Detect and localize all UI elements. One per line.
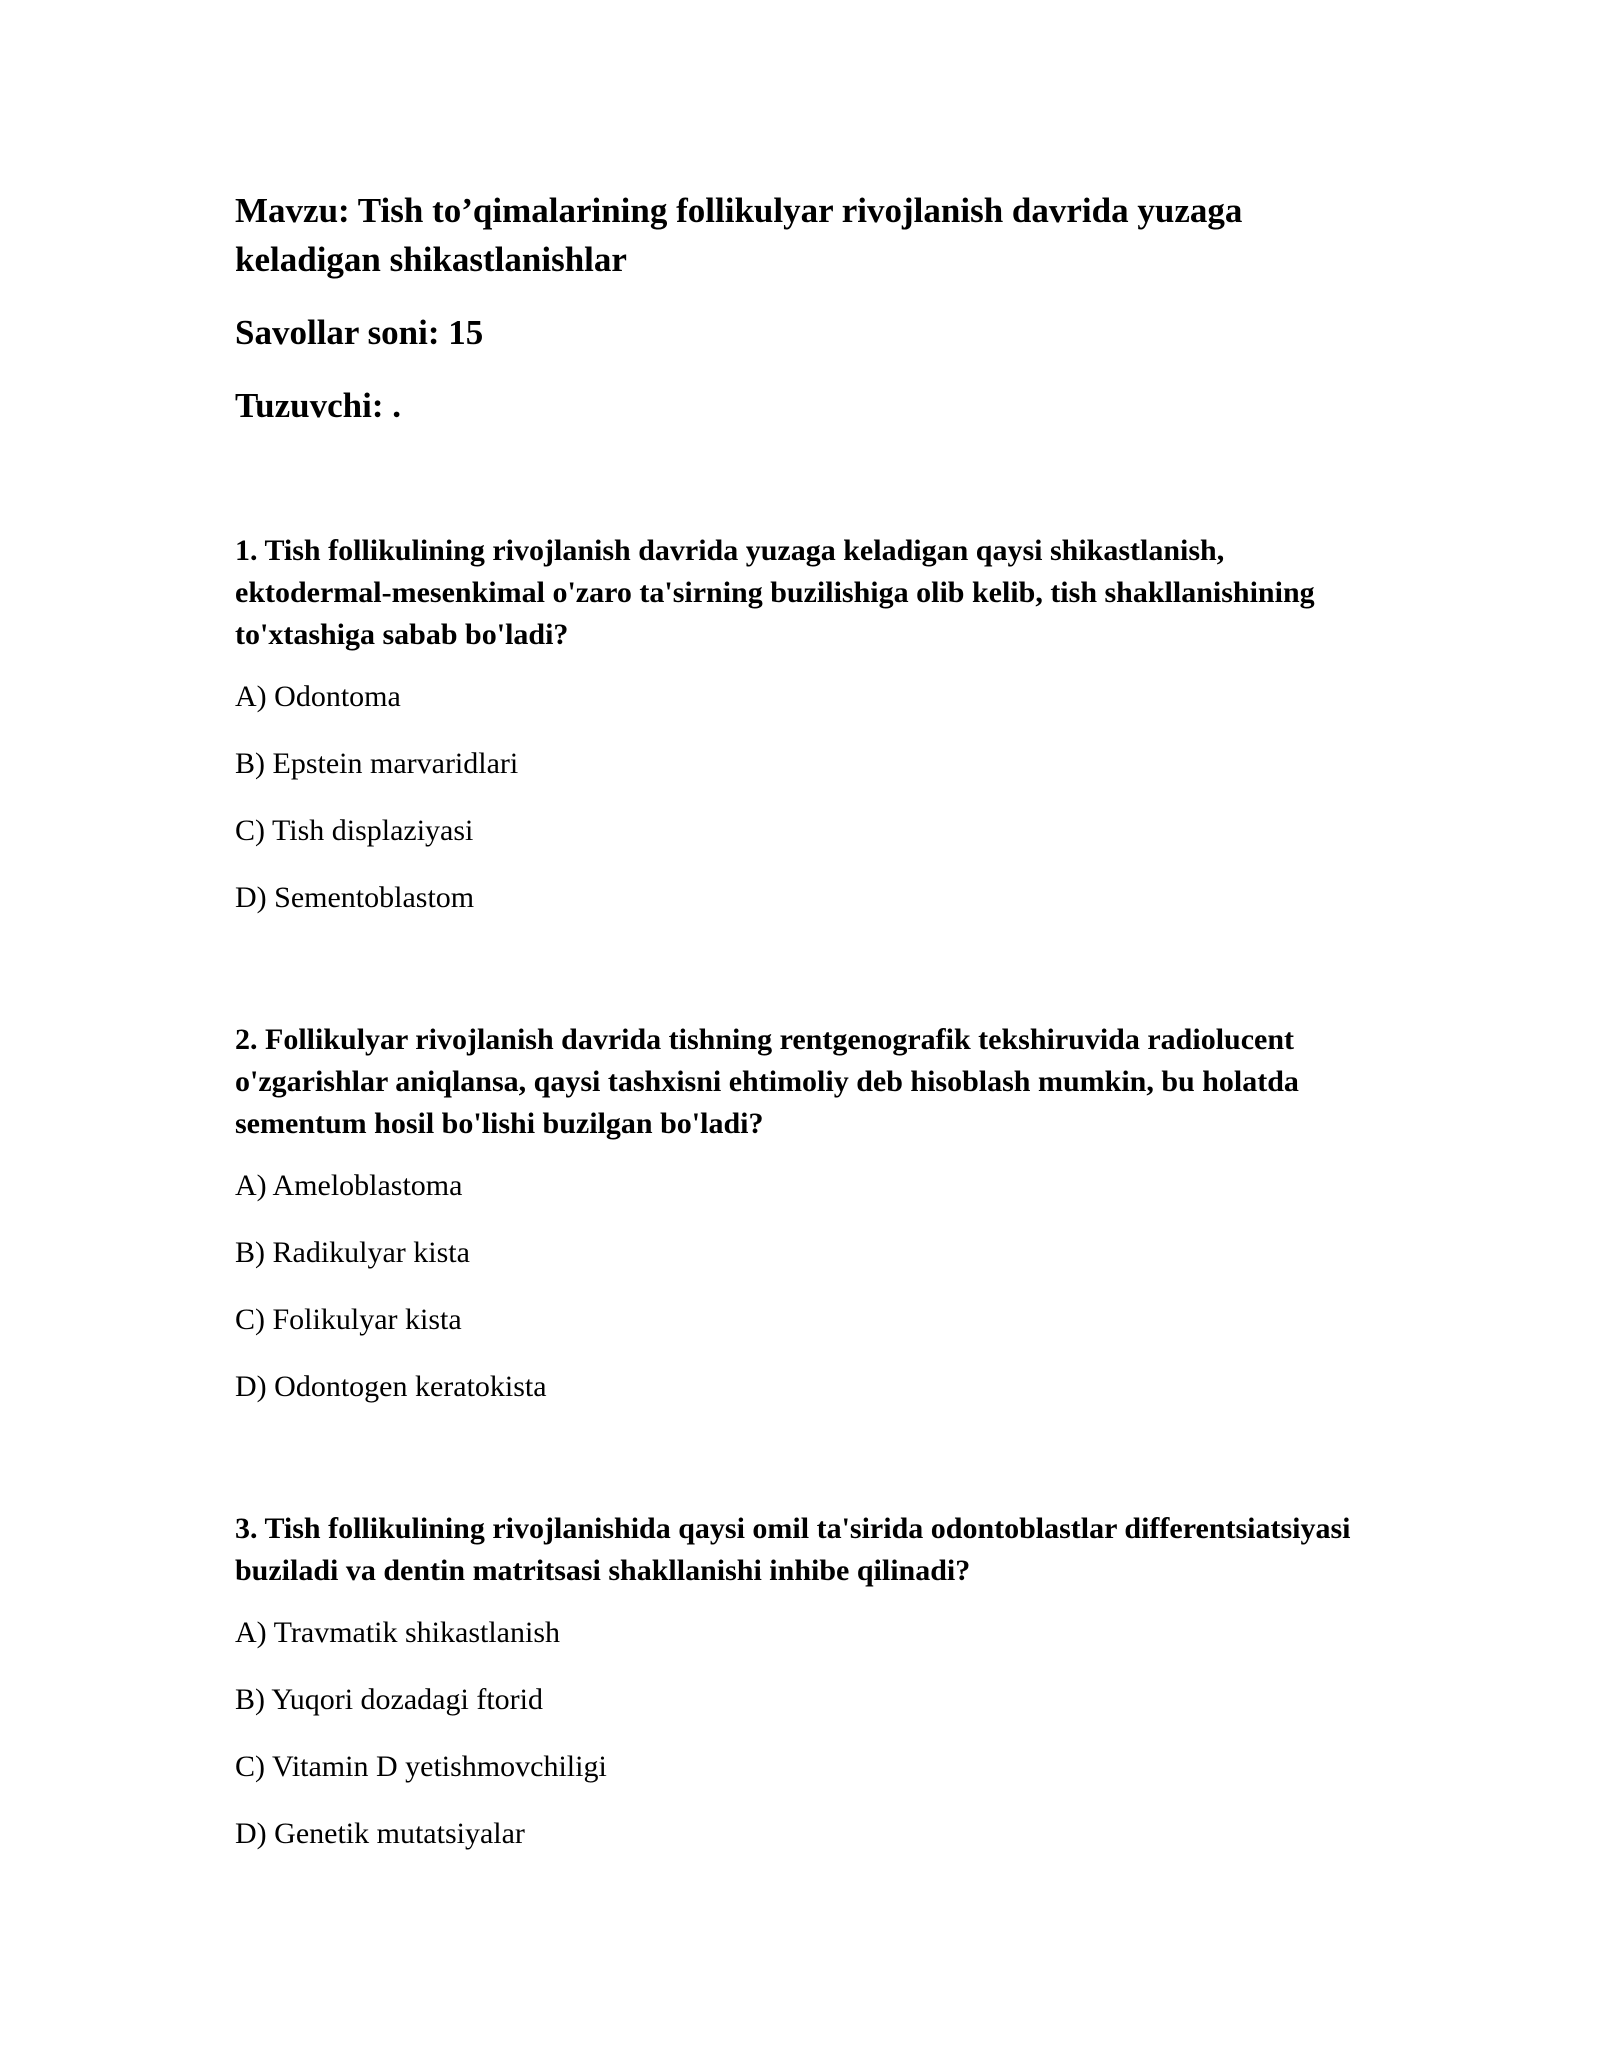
option-b: B) Epstein marvaridlari	[235, 747, 519, 780]
option-a: A) Ameloblastoma	[235, 1169, 463, 1202]
option-d: D) Sementoblastom	[235, 881, 475, 914]
option-c: C) Folikulyar kista	[235, 1303, 462, 1336]
option-a: A) Odontoma	[235, 680, 401, 713]
option-d: D) Genetik mutatsiyalar	[235, 1817, 525, 1850]
option-b: B) Radikulyar kista	[235, 1236, 470, 1269]
document-page	[235, 186, 1375, 1855]
document-title: Mavzu: Tish to’qimalarining follikulyar rivojlanish davrida yuzaga keladigan shikastlanishlar	[235, 191, 1243, 279]
question-2	[235, 1019, 1375, 1408]
question-1	[235, 530, 1375, 919]
question-count: Savollar soni: 15	[235, 313, 484, 352]
option-c: C) Vitamin D yetishmovchiligi	[235, 1750, 607, 1783]
question-text: 3. Tish follikulining rivojlanishida qaysi omil ta'sirida odontoblastlar differentsiatsiyasi buziladi va dentin matritsasi shakllanishi inhibe qilinadi?	[235, 1512, 1351, 1587]
author-line: Tuzuvchi: .	[235, 386, 401, 425]
option-b: B) Yuqori dozadagi ftorid	[235, 1683, 543, 1716]
option-d: D) Odontogen keratokista	[235, 1370, 547, 1403]
question-text: 2. Follikulyar rivojlanish davrida tishning rentgenografik tekshiruvida radiolucent o'zgarishlar aniqlansa, qaysi tashxisni ehtimoliy deb hisoblash mumkin, bu holatda sementum hosil bo'lishi buzilgan bo'ladi?	[235, 1023, 1299, 1140]
option-a: A) Travmatik shikastlanish	[235, 1616, 561, 1649]
question-text: 1. Tish follikulining rivojlanish davrida yuzaga keladigan qaysi shikastlanish, ektodermal-mesenkimal o'zaro ta'sirning buzilishiga olib kelib, tish shakllanishining to'xtashiga sabab bo'ladi?	[235, 534, 1315, 651]
option-c: C) Tish displaziyasi	[235, 814, 474, 847]
question-3	[235, 1508, 1375, 1855]
